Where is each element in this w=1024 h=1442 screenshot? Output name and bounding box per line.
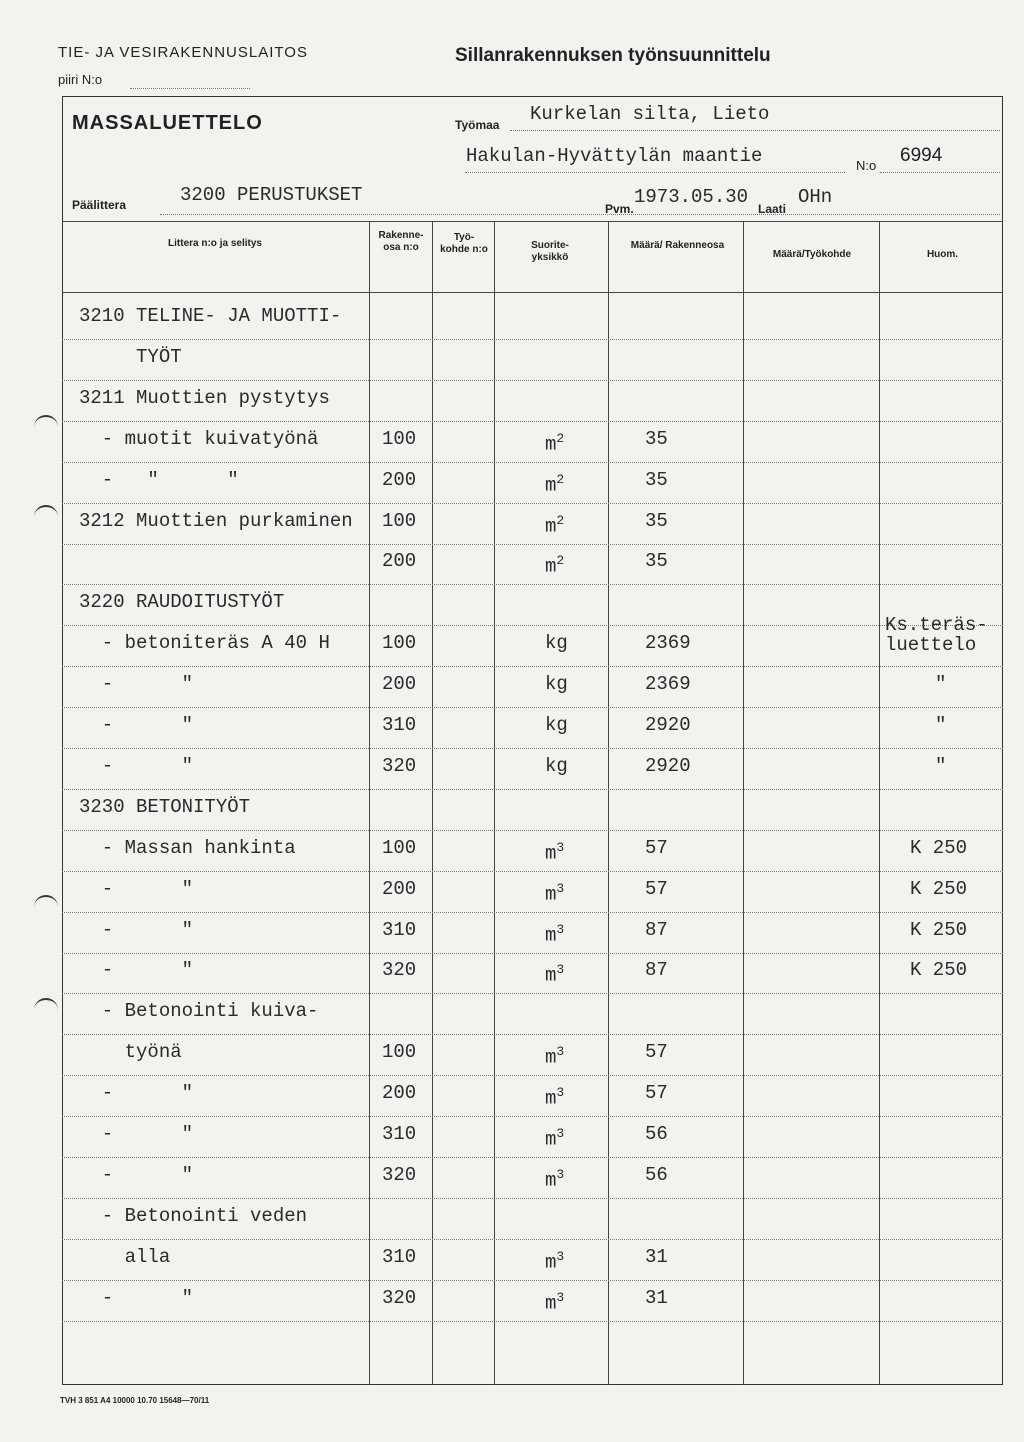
row-unit: $m^3$ xyxy=(545,840,565,865)
no-label: N:o xyxy=(856,158,877,173)
row-rakenneosa: 100 xyxy=(382,837,417,859)
row-maara: 35 xyxy=(645,469,668,491)
row-separator xyxy=(62,1157,1003,1158)
unit-exponent: 3 xyxy=(556,1249,565,1264)
row-maara: 87 xyxy=(645,919,668,941)
paalittera-line xyxy=(160,214,1000,215)
punch-mark xyxy=(34,895,58,911)
row-description: - betoniteräs A 40 H xyxy=(79,632,330,654)
row-unit: $m^3$ xyxy=(545,881,565,906)
row-description: TYÖT xyxy=(79,346,182,368)
unit-exponent: 3 xyxy=(556,1167,565,1182)
unit-exponent: 3 xyxy=(556,922,565,937)
form-subtitle: Sillanrakennuksen työnsuunnittelu xyxy=(455,45,771,66)
row-separator xyxy=(62,339,1003,340)
row-huom: K 250 xyxy=(910,959,968,981)
row-rakenneosa: 200 xyxy=(382,878,417,900)
row-rakenneosa: 100 xyxy=(382,428,417,450)
col-huom: Huom. xyxy=(926,249,959,260)
row-description: - " xyxy=(79,1082,194,1104)
row-rakenneosa: 100 xyxy=(382,510,417,532)
no-value: 6994 xyxy=(900,145,943,166)
row-maara: 35 xyxy=(645,550,668,572)
paalittera-value: 3200 PERUSTUKSET xyxy=(180,184,363,206)
row-unit: kg xyxy=(545,755,568,777)
col-littera: Littera n:o ja selitys xyxy=(168,238,262,249)
row-separator xyxy=(62,421,1003,422)
col-rakenneosa: Rakenne-osa n:o xyxy=(378,230,424,253)
row-unit: kg xyxy=(545,673,568,695)
row-unit: kg xyxy=(545,714,568,736)
row-description: - " xyxy=(79,878,194,900)
row-description: 3212 Muottien purkaminen xyxy=(79,510,353,532)
row-unit: $m^3$ xyxy=(545,962,565,987)
row-maara: 31 xyxy=(645,1287,668,1309)
road-line xyxy=(465,172,845,173)
row-description: - " xyxy=(79,959,194,981)
unit-exponent: 3 xyxy=(556,962,565,977)
road-value: Hakulan-Hyvättylän maantie xyxy=(466,145,763,167)
row-rakenneosa: 200 xyxy=(382,469,417,491)
row-separator xyxy=(62,1280,1003,1281)
form-title: MASSALUETTELO xyxy=(72,112,263,134)
row-unit: $m^3$ xyxy=(545,1249,565,1274)
pvm-value: 1973.05.30 xyxy=(634,186,749,208)
tyomaa-value: Kurkelan silta, Lieto xyxy=(530,103,770,125)
punch-mark xyxy=(34,415,58,431)
col-divider xyxy=(432,221,433,1385)
row-description: - " xyxy=(79,1164,194,1186)
row-separator xyxy=(62,1239,1003,1240)
row-rakenneosa: 200 xyxy=(382,1082,417,1104)
row-description: - " " xyxy=(79,469,239,491)
row-huom-continued: luettelo xyxy=(885,634,977,656)
row-separator xyxy=(62,1116,1003,1117)
col-divider xyxy=(879,221,880,1385)
row-maara: 56 xyxy=(645,1164,668,1186)
tyomaa-label: Työmaa xyxy=(455,118,500,132)
row-description: 3230 BETONITYÖT xyxy=(79,796,251,818)
row-maara: 35 xyxy=(645,428,668,450)
row-description: alla xyxy=(79,1246,171,1268)
form-footer: TVH 3 851 A4 10000 10.70 15648—70/11 xyxy=(60,1396,210,1405)
unit-exponent: 3 xyxy=(556,881,565,896)
row-description: - Betonointi kuiva- xyxy=(79,1000,319,1022)
row-rakenneosa: 310 xyxy=(382,1246,417,1268)
row-rakenneosa: 320 xyxy=(382,959,417,981)
org-name: TIE- JA VESIRAKENNUSLAITOS xyxy=(58,44,308,61)
row-rakenneosa: 310 xyxy=(382,919,417,941)
row-rakenneosa: 100 xyxy=(382,1041,417,1063)
unit-exponent: 3 xyxy=(556,1085,565,1100)
unit-exponent: 2 xyxy=(556,513,565,528)
row-description: - " xyxy=(79,714,194,736)
row-rakenneosa: 320 xyxy=(382,1287,417,1309)
row-maara: 2369 xyxy=(645,673,691,695)
row-separator xyxy=(62,707,1003,708)
row-description: - Betonointi veden xyxy=(79,1205,308,1227)
unit-exponent: 2 xyxy=(556,431,565,446)
row-separator xyxy=(62,380,1003,381)
col-suoriteyksikko: Suorite-yksikkö xyxy=(531,240,569,263)
col-maara-tyokohde: Määrä/Työkohde xyxy=(772,249,852,260)
row-unit: kg xyxy=(545,632,568,654)
row-maara: 57 xyxy=(645,1041,668,1063)
row-description: 3220 RAUDOITUSTYÖT xyxy=(79,591,285,613)
row-unit: $m^2$ xyxy=(545,513,565,538)
form-frame xyxy=(62,96,1003,1385)
unit-exponent: 3 xyxy=(556,840,565,855)
row-description: työnä xyxy=(79,1041,182,1063)
row-unit: $m^3$ xyxy=(545,1167,565,1192)
row-description: - " xyxy=(79,1287,194,1309)
row-separator xyxy=(62,871,1003,872)
row-maara: 35 xyxy=(645,510,668,532)
row-huom: Ks.teräs- xyxy=(885,614,988,636)
row-maara: 56 xyxy=(645,1123,668,1145)
row-description: - " xyxy=(79,673,194,695)
row-separator xyxy=(62,830,1003,831)
header-bottom-line xyxy=(62,292,1003,293)
row-separator xyxy=(62,1034,1003,1035)
tyomaa-line xyxy=(510,130,1000,131)
row-maara: 57 xyxy=(645,878,668,900)
row-separator xyxy=(62,912,1003,913)
col-divider xyxy=(743,221,744,1385)
laati-value: OHn xyxy=(798,186,833,208)
row-maara: 2920 xyxy=(645,714,691,736)
row-separator xyxy=(62,625,1003,626)
row-separator xyxy=(62,748,1003,749)
row-description: 3210 TELINE- JA MUOTTI- xyxy=(79,305,342,327)
row-rakenneosa: 320 xyxy=(382,1164,417,1186)
row-description: 3211 Muottien pystytys xyxy=(79,387,330,409)
row-rakenneosa: 100 xyxy=(382,632,417,654)
row-maara: 87 xyxy=(645,959,668,981)
row-maara: 31 xyxy=(645,1246,668,1268)
row-huom: K 250 xyxy=(910,837,968,859)
row-rakenneosa: 310 xyxy=(382,1123,417,1145)
row-unit: $m^3$ xyxy=(545,1290,565,1315)
row-unit: $m^3$ xyxy=(545,922,565,947)
unit-exponent: 3 xyxy=(556,1290,565,1305)
header-top-line xyxy=(62,221,1003,222)
row-huom: " xyxy=(935,755,947,777)
col-divider xyxy=(608,221,609,1385)
row-unit: $m^3$ xyxy=(545,1085,565,1110)
piiri-line xyxy=(130,88,250,89)
no-line xyxy=(880,172,1000,173)
col-divider xyxy=(369,221,370,1385)
punch-mark xyxy=(34,998,58,1014)
row-separator xyxy=(62,666,1003,667)
row-huom: K 250 xyxy=(910,919,968,941)
row-unit: $m^3$ xyxy=(545,1044,565,1069)
pvm-label: Pvm. xyxy=(605,202,634,216)
row-unit: $m^2$ xyxy=(545,553,565,578)
unit-exponent: 3 xyxy=(556,1044,565,1059)
row-description: - " xyxy=(79,919,194,941)
col-divider xyxy=(494,221,495,1385)
row-description: - " xyxy=(79,755,194,777)
unit-exponent: 3 xyxy=(556,1126,565,1141)
paalittera-label: Päälittera xyxy=(72,198,127,212)
col-maara-rakenneosa: Määrä/ Rakenneosa xyxy=(630,240,725,251)
row-huom: " xyxy=(935,673,947,695)
col-tyokohde: Työ-kohde n:o xyxy=(440,232,488,255)
row-separator xyxy=(62,584,1003,585)
row-unit: $m^2$ xyxy=(545,472,565,497)
row-rakenneosa: 200 xyxy=(382,673,417,695)
row-separator xyxy=(62,953,1003,954)
unit-exponent: 2 xyxy=(556,472,565,487)
row-maara: 2920 xyxy=(645,755,691,777)
row-separator xyxy=(62,1321,1003,1322)
row-description: - Massan hankinta xyxy=(79,837,296,859)
row-separator xyxy=(62,993,1003,994)
row-rakenneosa: 200 xyxy=(382,550,417,572)
row-maara: 2369 xyxy=(645,632,691,654)
row-separator xyxy=(62,1198,1003,1199)
row-huom: K 250 xyxy=(910,878,968,900)
unit-exponent: 2 xyxy=(556,553,565,568)
piiri-label: piiri N:o xyxy=(58,72,103,87)
row-separator xyxy=(62,503,1003,504)
row-description: - muotit kuivatyönä xyxy=(79,428,319,450)
row-huom: " xyxy=(935,714,947,736)
row-separator xyxy=(62,789,1003,790)
row-rakenneosa: 310 xyxy=(382,714,417,736)
row-separator xyxy=(62,462,1003,463)
row-description: - " xyxy=(79,1123,194,1145)
row-separator xyxy=(62,544,1003,545)
row-unit: $m^3$ xyxy=(545,1126,565,1151)
punch-mark xyxy=(34,505,58,521)
row-separator xyxy=(62,1075,1003,1076)
laati-label: Laati xyxy=(758,202,787,216)
row-maara: 57 xyxy=(645,837,668,859)
row-unit: $m^2$ xyxy=(545,431,565,456)
row-maara: 57 xyxy=(645,1082,668,1104)
row-rakenneosa: 320 xyxy=(382,755,417,777)
